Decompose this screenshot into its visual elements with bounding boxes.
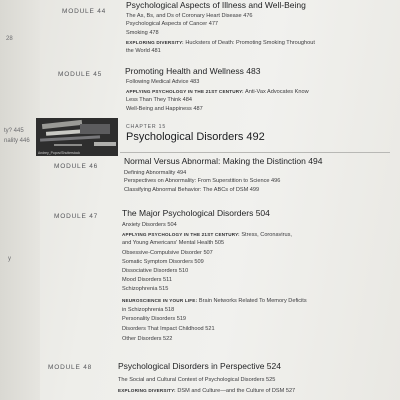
feature-text: Hucksters of Death: Promoting Smoking Throughout bbox=[183, 40, 315, 46]
module-title: Promoting Health and Wellness 483 bbox=[125, 66, 261, 76]
toc-feature-entry bbox=[122, 232, 292, 238]
toc-entry: Psychological Aspects of Cancer 477 bbox=[126, 21, 219, 27]
photo-credit: Andrey_Popov/Shutterstock bbox=[38, 151, 81, 155]
toc-entry: Well-Being and Happiness 487 bbox=[126, 106, 203, 112]
toc-entry: Disorders That Impact Childhood 521 bbox=[122, 326, 215, 332]
module-title: The Major Psychological Disorders 504 bbox=[122, 208, 270, 218]
toc-entry: Defining Abnormality 494 bbox=[124, 170, 187, 176]
left-page-fragment: ty? 445 bbox=[4, 128, 24, 134]
chapter-label: CHAPTER 15 bbox=[126, 124, 166, 130]
toc-entry: Anxiety Disorders 504 bbox=[122, 222, 177, 228]
toc-feature-entry bbox=[126, 89, 309, 95]
feature-text: Stress, Coronavirus, bbox=[239, 232, 292, 238]
toc-entry: Classifying Abnormal Behavior: The ABCs of DSM 499 bbox=[124, 187, 260, 193]
module-label: MODULE 46 bbox=[54, 163, 99, 170]
feature-prefix: EXPLORING DIVERSITY: bbox=[126, 40, 184, 45]
module-label: MODULE 45 bbox=[58, 71, 103, 78]
toc-feature-entry bbox=[122, 298, 307, 304]
feature-text: DSM and Culture—and the Culture of DSM 527 bbox=[175, 388, 296, 394]
toc-entry: The Social and Cultural Context of Psychological Disorders 525 bbox=[118, 377, 276, 383]
toc-entry: Obsessive-Compulsive Disorder 507 bbox=[122, 250, 213, 256]
module-title: Psychological Disorders in Perspective 524 bbox=[118, 361, 281, 371]
previous-page-edge bbox=[0, 0, 40, 400]
toc-entry: Perspectives on Abnormality: From Superstition to Science 496 bbox=[124, 178, 281, 184]
feature-text: Anti-Vax Advocates Know bbox=[243, 89, 309, 95]
toc-feature-entry bbox=[126, 40, 315, 46]
feature-text: Brain Networks Related To Memory Deficits bbox=[197, 298, 307, 304]
feature-prefix: APPLYING PSYCHOLOGY IN THE 21ST CENTURY: bbox=[126, 89, 244, 94]
toc-entry: and Young Americans' Mental Health 505 bbox=[122, 240, 225, 246]
feature-prefix: EXPLORING DIVERSITY: bbox=[118, 388, 176, 393]
module-label: MODULE 47 bbox=[54, 213, 99, 220]
toc-entry: Somatic Symptom Disorders 509 bbox=[122, 259, 204, 265]
toc-entry: the World 481 bbox=[126, 48, 161, 54]
toc-entry: Following Medical Advice 483 bbox=[126, 79, 200, 85]
feature-prefix: APPLYING PSYCHOLOGY IN THE 21ST CENTURY: bbox=[122, 232, 240, 237]
feature-prefix: NEUROSCIENCE IN YOUR LIFE: bbox=[122, 298, 198, 303]
left-page-fragment: y bbox=[8, 256, 11, 262]
chapter-title: Psychological Disorders 492 bbox=[126, 131, 265, 143]
left-page-fragment: 28 bbox=[6, 36, 13, 42]
module-label: MODULE 48 bbox=[48, 364, 93, 371]
toc-entry: Smoking 478 bbox=[126, 30, 159, 36]
toc-entry: Mood Disorders 511 bbox=[122, 277, 172, 283]
module-title: Normal Versus Abnormal: Making the Distinction 494 bbox=[124, 156, 323, 166]
chapter-photo bbox=[36, 118, 118, 156]
left-page-fragment: nality 446 bbox=[4, 138, 30, 144]
toc-entry: Other Disorders 522 bbox=[122, 336, 173, 342]
toc-entry: Dissociative Disorders 510 bbox=[122, 268, 189, 274]
toc-feature-entry bbox=[118, 388, 295, 394]
module-title: Psychological Aspects of Illness and Well-Being bbox=[126, 0, 306, 10]
module-label: MODULE 44 bbox=[62, 8, 107, 15]
toc-entry: The As, Bs, and Ds of Coronary Heart Disease 476 bbox=[126, 13, 253, 19]
divider bbox=[120, 152, 390, 153]
toc-entry: Less Than They Think 484 bbox=[126, 97, 192, 103]
toc-entry: Personality Disorders 519 bbox=[122, 316, 187, 322]
toc-entry: Schizophrenia 515 bbox=[122, 286, 169, 292]
toc-entry: in Schizophrenia 518 bbox=[122, 307, 175, 313]
